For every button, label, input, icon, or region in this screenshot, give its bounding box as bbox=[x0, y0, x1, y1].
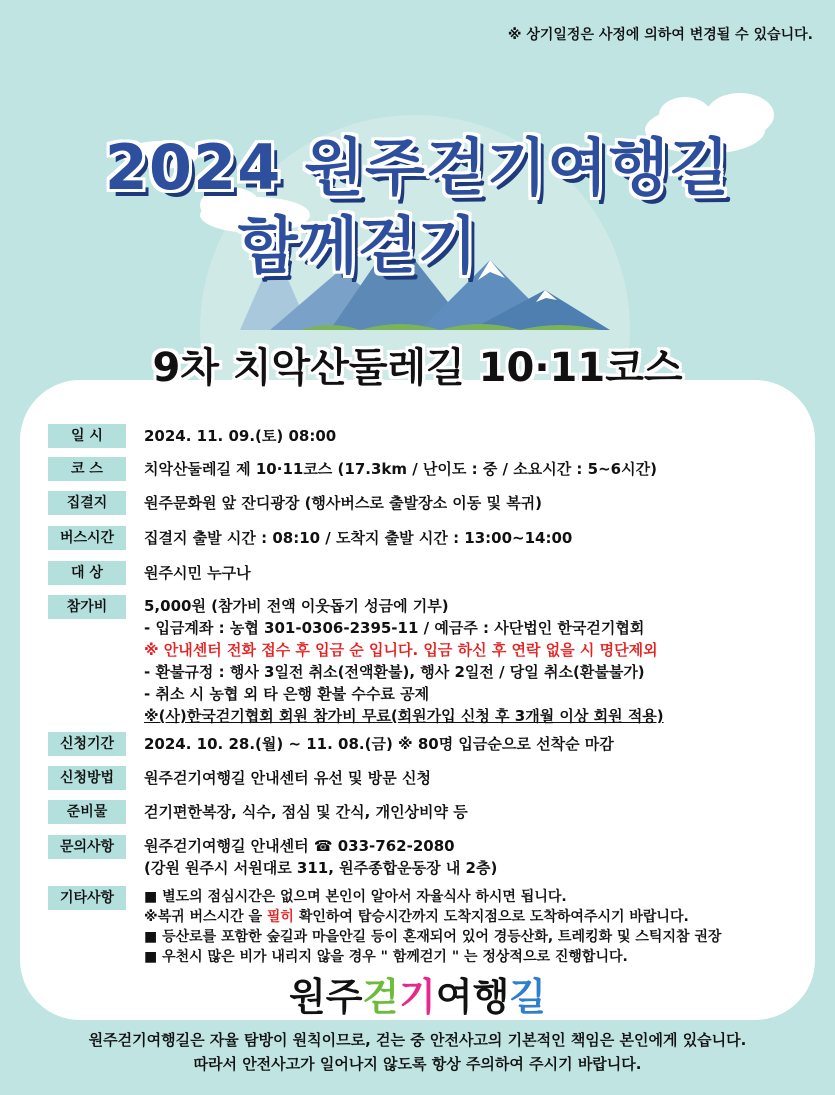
row-label: 신청방법 bbox=[48, 766, 126, 790]
row-label: 버스시간 bbox=[48, 526, 126, 550]
row-label: 일 시 bbox=[48, 424, 126, 448]
row-value: 원주문화원 앞 잔디광장 (행사버스로 출발장소 이동 및 복귀) bbox=[144, 494, 543, 512]
row-value: 걷기편한복장, 식수, 점심 및 간식, 개인상비약 등 bbox=[144, 803, 468, 821]
inquiry-address-line: (강원 원주시 서원대로 311, 원주종합운동장 내 2층) bbox=[144, 859, 498, 877]
subtitle: 9차 치악산둘레길 10·11코스 bbox=[152, 345, 683, 391]
fee-refund-line: - 환불규정 : 행사 3일전 취소(전액환불), 행사 2일전 / 당일 취소(환불불가) bbox=[144, 663, 645, 681]
note-lunch-line: ■ 별도의 점심시간은 없으며 본인이 알아서 자율식사 하시면 됩니다. bbox=[144, 889, 567, 905]
safety-disclaimer bbox=[0, 1028, 835, 1076]
row-value: 집결지 출발 시간 : 08:10 / 도착지 출발 시간 : 13:00~14:00 bbox=[144, 529, 573, 547]
disclaimer-line1: 원주걷기여행길은 자율 탐방이 원칙이므로, 걷는 중 안전사고의 기본적인 책임은 본인에게 있습니다. bbox=[88, 1031, 747, 1049]
row-value: 원주걷기여행길 안내센터 유선 및 방문 신청 bbox=[144, 769, 431, 787]
fee-account-line: - 입금계좌 : 농협 301-0306-2395-11 / 예금주 : 사단법인 한국걷기협회 bbox=[144, 619, 645, 637]
title-line1: 2024 원주걷기여행길 bbox=[104, 131, 731, 204]
fee-alert-line: ※ 안내센터 전화 접수 후 입금 순 입니다. 입금 하신 후 연락 없을 시 명단제외 bbox=[144, 641, 658, 659]
note-bus-line: ※복귀 버스시간 을 필히 확인하여 탑승시간까지 도착지점으로 도착하여주시기 바랍니다. bbox=[144, 909, 689, 925]
row-label: 기타사항 bbox=[48, 886, 126, 910]
row-value: 2024. 11. 09.(토) 08:00 bbox=[144, 427, 337, 445]
row-value: 2024. 10. 28.(월) ~ 11. 08.(금) ※ 80명 입금순으로 선착순 마감 bbox=[144, 735, 614, 753]
note-trail-line: ■ 등산로를 포함한 숲길과 마을안길 등이 혼재되어 있어 경등산화, 트레킹화 및 스틱지참 권장 bbox=[144, 929, 722, 945]
note-rain-line: ■ 우천시 많은 비가 내리지 않을 경우 " 함께걷기 " 는 정상적으로 진행합니다. bbox=[144, 949, 628, 965]
brand-logo-text: 원주걷기여행길 bbox=[289, 975, 546, 1019]
row-label: 문의사항 bbox=[48, 835, 126, 859]
fee-member-line: ※(사)한국걷기협회 회원 참가비 무료(회원가입 신청 후 3개월 이상 회원 적용) bbox=[144, 707, 664, 725]
row-value: 원주시민 누구나 bbox=[144, 564, 251, 582]
row-label: 대 상 bbox=[48, 561, 126, 585]
title-line2: 함께걷기 bbox=[237, 209, 478, 282]
row-label: 코 스 bbox=[48, 457, 126, 481]
row-label: 참가비 bbox=[48, 595, 126, 619]
row-value: 치악산둘레길 제 10·11코스 (17.3km / 난이도 : 중 / 소요시간 : 5~6시간) bbox=[144, 460, 657, 478]
row-label: 신청기간 bbox=[48, 732, 126, 756]
inquiry-phone-line: 원주걷기여행길 안내센터 ☎ 033-762-2080 bbox=[144, 837, 455, 855]
row-label: 집결지 bbox=[48, 491, 126, 515]
fee-bank-line: - 취소 시 농협 외 타 은행 환불 수수료 공제 bbox=[144, 685, 430, 703]
row-label: 준비물 bbox=[48, 800, 126, 824]
fee-line: 5,000원 (참가비 전액 이웃돕기 성금에 기부) bbox=[144, 597, 449, 615]
schedule-change-notice: ※ 상기일정은 사정에 의하여 변경될 수 있습니다. bbox=[507, 27, 813, 43]
disclaimer-line2: 따라서 안전사고가 일어나지 않도록 항상 주의하여 주시기 바랍니다. bbox=[193, 1055, 642, 1073]
